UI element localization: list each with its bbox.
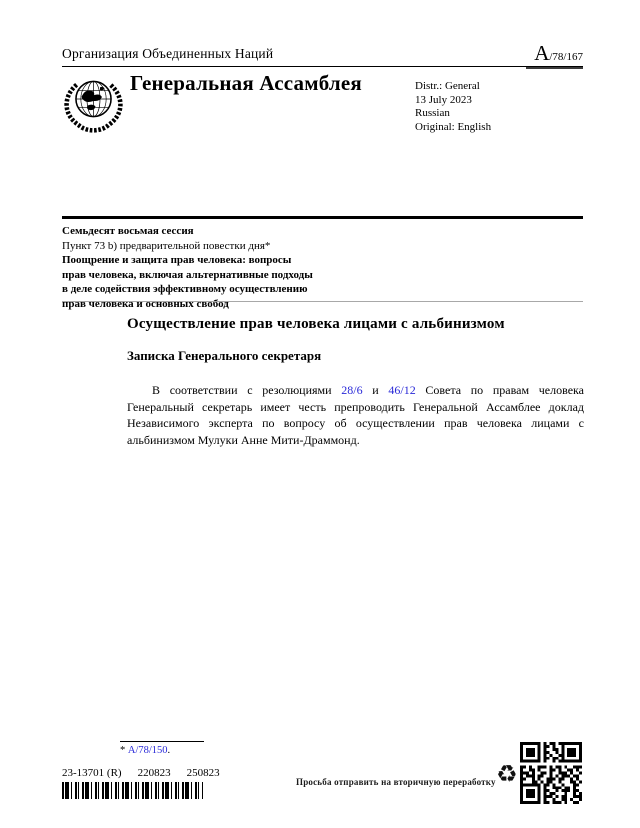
paragraph-text: Совета по правам человека Генеральный секретарь имеет честь препроводить Генеральной Ассамблее доклад Независимого эксперта по вопросу об осуществлении прав человека лицами с альбинизмом Мулуки Анне Мити-Драммонд. xyxy=(127,383,584,447)
resolution-link-46-12[interactable]: 46/12 xyxy=(388,383,416,397)
paragraph-text: и xyxy=(362,383,389,397)
footnote-marker: * xyxy=(120,745,126,756)
distribution-block xyxy=(415,80,491,134)
resolution-link-28-6[interactable]: 28/6 xyxy=(341,383,363,397)
footnote xyxy=(120,745,170,756)
footnote-document-link[interactable]: A/78/150 xyxy=(127,745,168,756)
barcode xyxy=(62,782,203,799)
distr-line: Distr.: General xyxy=(415,80,480,92)
agenda-title-line: прав человека, включая альтернативные подходы xyxy=(62,268,313,281)
agenda-item: Пункт 73 b) предварительной повестки дня* xyxy=(62,239,271,252)
note-subtitle: Записка Генерального секретаря xyxy=(127,348,322,363)
session-name: Семьдесят восьмая сессия xyxy=(62,225,194,237)
recycle-notice: Просьба отправить на вторичную переработку xyxy=(296,777,496,787)
footnote-rule xyxy=(120,741,204,742)
session-block xyxy=(62,224,392,312)
body-paragraph xyxy=(127,382,584,448)
agenda-title-line: в деле содействия эффективному осуществлению xyxy=(62,283,308,296)
document-symbol xyxy=(534,41,583,66)
report-title: Осуществление прав человека лицами с альбинизмом xyxy=(127,316,505,332)
masthead-rule xyxy=(62,66,583,67)
header-separator-rule xyxy=(62,216,583,219)
org-name: Организация Объединенных Наций xyxy=(62,46,274,61)
agenda-title-line: прав человека и основных свобод xyxy=(62,297,229,310)
agenda-title-line: Поощрение и защита прав человека: вопросы xyxy=(62,254,292,267)
assembly-title: Генеральная Ассамблея xyxy=(130,71,362,95)
document-symbol-rest: /78/167 xyxy=(549,51,583,63)
recycle-icon: ♻ xyxy=(496,760,518,788)
document-symbol-main: A xyxy=(534,41,550,65)
footnote-suffix: . xyxy=(167,745,171,756)
date-code-1: 220823 xyxy=(137,767,171,779)
qr-code xyxy=(520,742,582,804)
session-separator-rule xyxy=(62,301,583,302)
un-emblem-icon xyxy=(61,73,126,138)
main-content xyxy=(127,316,584,448)
paragraph-text: В соответствии с резолюциями xyxy=(152,383,342,397)
document-number-line xyxy=(62,767,220,779)
distr-line: 13 July 2023 xyxy=(415,93,472,106)
symbol-underline-rule xyxy=(526,67,583,69)
distr-line: Original: English xyxy=(415,120,492,133)
document-number: 23-13701 (R) xyxy=(62,767,122,779)
distr-line: Russian xyxy=(415,107,450,119)
date-code-2: 250823 xyxy=(186,767,220,779)
